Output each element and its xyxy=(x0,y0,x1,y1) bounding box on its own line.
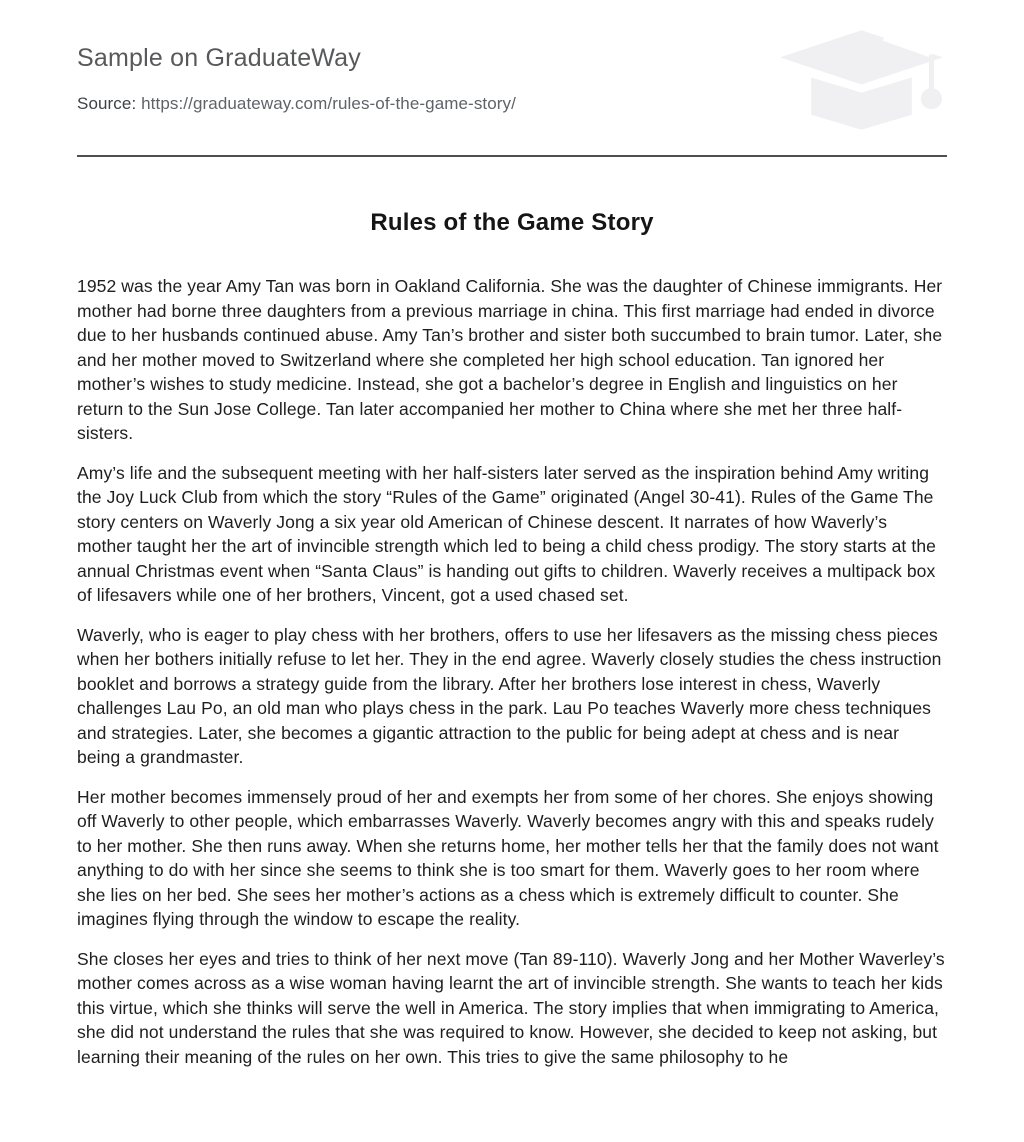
essay-paragraph: Her mother becomes immensely proud of her and exempts her from some of her chores. She enjoys showing off Waverly to other people, which embarrasses Waverly. Waverly becomes angry with this and speaks rudely to her mother. She then runs away. When she returns home, her mother tells her that the family does not want anything to do with her since she seems to think she is too smart for them. Waverly goes to her room where she lies on her bed. She sees her mother’s actions as a chess which is extremely difficult to counter. She imagines flying through the window to escape the reality. xyxy=(77,786,939,929)
page-header-title: Sample on GraduateWay xyxy=(77,44,361,72)
essay-content xyxy=(77,274,947,1069)
source-label: Source: xyxy=(77,94,137,113)
document-title: Rules of the Game Story xyxy=(370,209,654,236)
essay-paragraph: Waverly, who is eager to play chess with her brothers, offers to use her lifesavers as the missing chess pieces when her bothers initially refuse to let her. They in the end agree. Waverly closely studies the chess instruction booklet and borrows a strategy guide from the library. After her brothers lose interest in chess, Waverly challenges Lau Po, an old man who plays chess in the park. Lau Po teaches Waverly more chess techniques and strategies. Later, she becomes a gigantic attraction to the public for being adept at chess and is near being a grandmaster. xyxy=(77,624,942,767)
page-header xyxy=(77,0,947,114)
essay-paragraph: She closes her eyes and tries to think of her next move (Tan 89-110). Waverly Jong and her Mother Waverley’s mother comes across as a wise woman having learnt the art of invincible strength. She wants to teach her kids this virtue, which she thinks will serve the well in America. The story implies that when immigrating to America, she did not understand the rules that she was required to know. However, she decided to keep not asking, but learning their meaning of the rules on her own. This tries to give the same philosophy to he xyxy=(77,948,945,1067)
source-url[interactable]: https://graduateway.com/rules-of-the-game-story/ xyxy=(141,94,516,113)
essay-paragraph: 1952 was the year Amy Tan was born in Oakland California. She was the daughter of Chinese immigrants. Her mother had borne three daughters from a previous marriage in china. This first marriage had ended in divorce due to her husbands continued abuse. Amy Tan’s brother and sister both succumbed to brain tumor. Later, she and her mother moved to Switzerland where she completed her high school education. Tan ignored her mother’s wishes to study medicine. Instead, she got a bachelor’s degree in English and linguistics on her return to the Sun Jose College. Tan later accompanied her mother to China where she met her three half-sisters. xyxy=(77,276,943,443)
graduation-cap-icon xyxy=(779,30,945,131)
divider xyxy=(77,155,947,157)
essay-paragraph: Amy’s life and the subsequent meeting with her half-sisters later served as the inspiration behind Amy writing the Joy Luck Club from which the story “Rules of the Game” originated (Angel 30-41). Rules of the Game The story centers on Waverly Jong a six year old American of Chinese descent. It narrates of how Waverly’s mother taught her the art of invincible strength which led to being a child chess prodigy. The story starts at the annual Christmas event when “Santa Claus” is handing out gifts to children. Waverly receives a multipack box of lifesavers while one of her brothers, Vincent, got a used chased set. xyxy=(77,462,936,605)
